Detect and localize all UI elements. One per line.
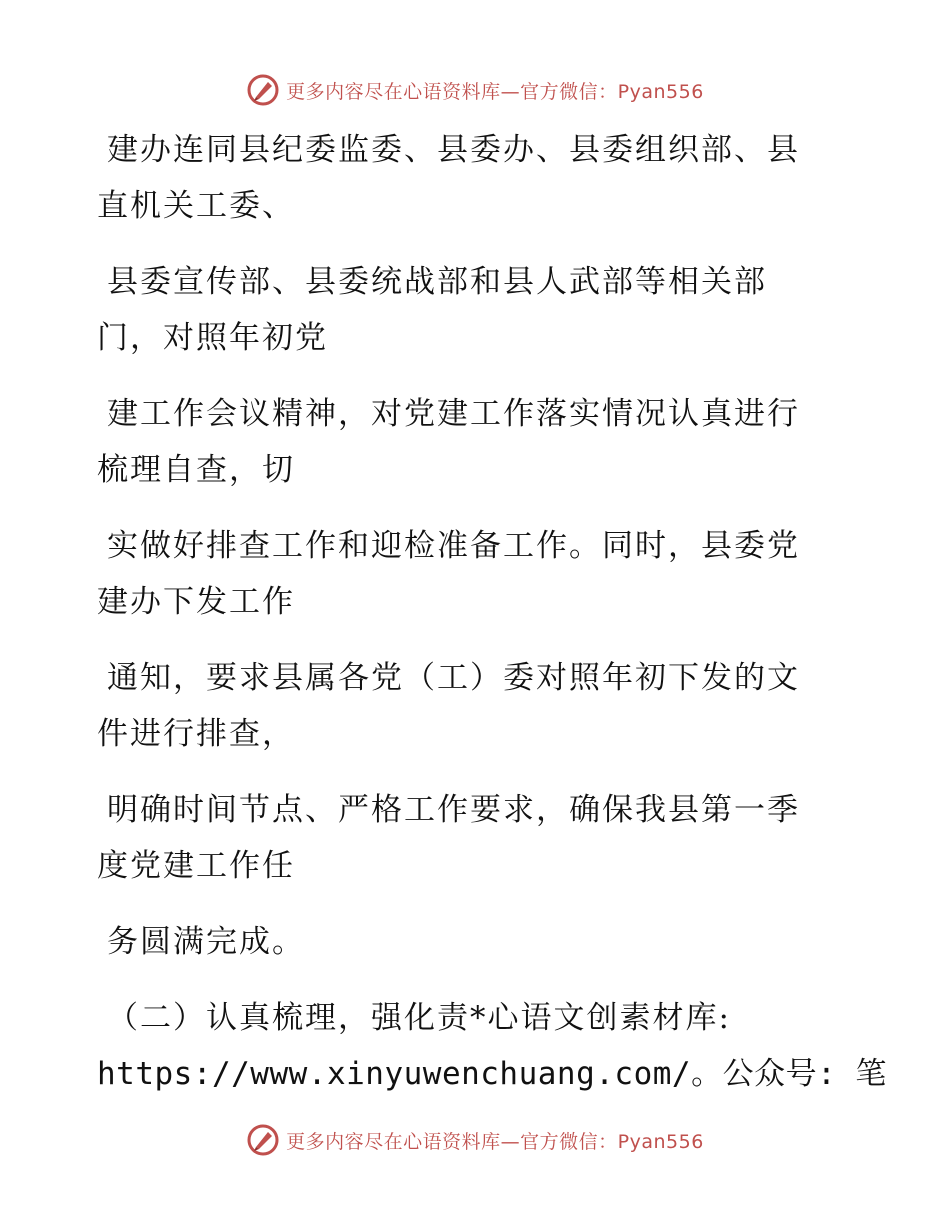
- document-body: [97, 122, 887, 1102]
- body-line: 梳理自查，切: [97, 452, 295, 488]
- section-heading-line: （二）认真梳理，强化责*心语文创素材库:: [107, 1000, 731, 1036]
- body-line: 建办连同县纪委监委、县委办、县委组织部、县: [107, 132, 800, 168]
- header-banner-text: 更多内容尽在心语资料库—官方微信：Pyan556: [286, 80, 704, 103]
- footer-banner: [0, 1120, 950, 1160]
- body-line: 县委宣传部、县委统战部和县人武部等相关部: [107, 264, 767, 300]
- body-line: 门，对照年初党: [97, 320, 328, 356]
- url-line: https://www.xinyuwenchuang.com/。公众号: 笔: [97, 1056, 887, 1092]
- body-line: 实做好排查工作和迎检准备工作。同时，县委党: [107, 528, 800, 564]
- body-line: 通知，要求县属各党（工）委对照年初下发的文: [107, 660, 800, 696]
- body-line: 明确时间节点、严格工作要求，确保我县第一季: [107, 792, 800, 828]
- body-line: 件进行排查，: [97, 716, 295, 752]
- footer-banner-text: 更多内容尽在心语资料库—官方微信：Pyan556: [286, 1130, 704, 1153]
- body-line: 直机关工委、: [97, 188, 295, 224]
- body-line: 建办下发工作: [97, 584, 295, 620]
- body-line: 建工作会议精神，对党建工作落实情况认真进行: [107, 396, 800, 432]
- pen-nib-logo-icon: [246, 73, 280, 107]
- header-banner: [0, 70, 950, 110]
- body-line: 度党建工作任: [97, 848, 295, 884]
- pen-nib-logo-icon: [246, 1123, 280, 1157]
- body-line: 务圆满完成。: [107, 924, 305, 960]
